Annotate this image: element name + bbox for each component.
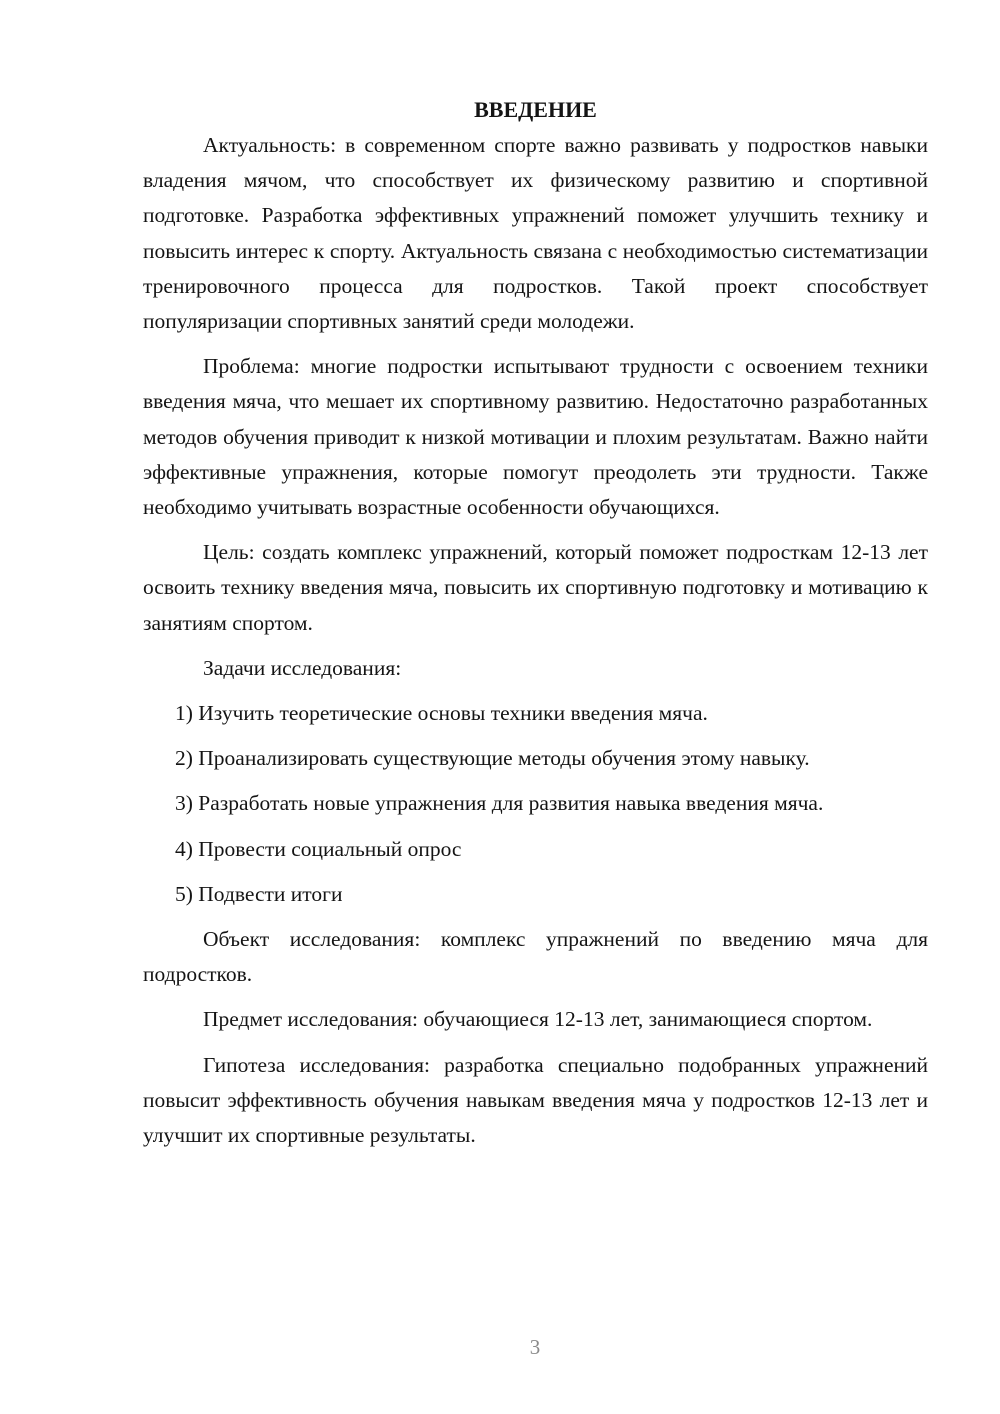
section-heading: ВВЕДЕНИЕ bbox=[474, 97, 597, 122]
task-item-1: 1) Изучить теоретические основы техники введения мяча. bbox=[175, 701, 708, 726]
task-item-3: 3) Разработать новые упражнения для развития навыка введения мяча. bbox=[175, 791, 824, 816]
tasks-title: Задачи исследования: bbox=[203, 655, 402, 680]
paragraph-problem: Проблема: многие подростки испытывают трудности с освоением техники введения мяча, что мешает их спортивному развитию. Недостаточно разработанных методов обучения приводит к низкой мотивации и плохим результатам. Важно найти эффективные упражнения, которые помогут преодолеть эти трудности. Также необходимо учитывать возрастные особенности обучающихся. bbox=[143, 354, 928, 520]
paragraph-goal: Цель: создать комплекс упражнений, который поможет подросткам 12-13 лет освоить технику введения мяча, повысить их спортивную подготовку и мотивацию к занятиям спортом. bbox=[143, 540, 928, 635]
task-item-5: 5) Подвести итоги bbox=[175, 881, 343, 906]
paragraph-object: Объект исследования: комплекс упражнений по введению мяча для подростков. bbox=[143, 927, 928, 987]
paragraph-hypothesis: Гипотеза исследования: разработка специально подобранных упражнений повысит эффективность обучения навыкам введения мяча у подростков 12-13 лет и улучшит их спортивные результаты. bbox=[143, 1052, 928, 1148]
paragraph-subject: Предмет исследования: обучающиеся 12-13 лет, занимающиеся спортом. bbox=[203, 1007, 873, 1032]
paragraph-relevance: Актуальность: в современном спорте важно развивать у подростков навыки владения мячом, что способствует их физическому развитию и спортивной подготовке. Разработка эффективных упражнений поможет улучшить технику и повысить интерес к спорту. Актуальность связана с необходимостью систематизации тренировочного процесса для подростков. Такой проект способствует популяризации спортивных занятий среди молодежи. bbox=[143, 133, 928, 334]
page-content bbox=[143, 92, 928, 1163]
page-number: 3 bbox=[529, 1335, 541, 1359]
task-item-4: 4) Провести социальный опрос bbox=[175, 836, 462, 861]
task-item-2: 2) Проанализировать существующие методы обучения этому навыку. bbox=[175, 746, 810, 771]
